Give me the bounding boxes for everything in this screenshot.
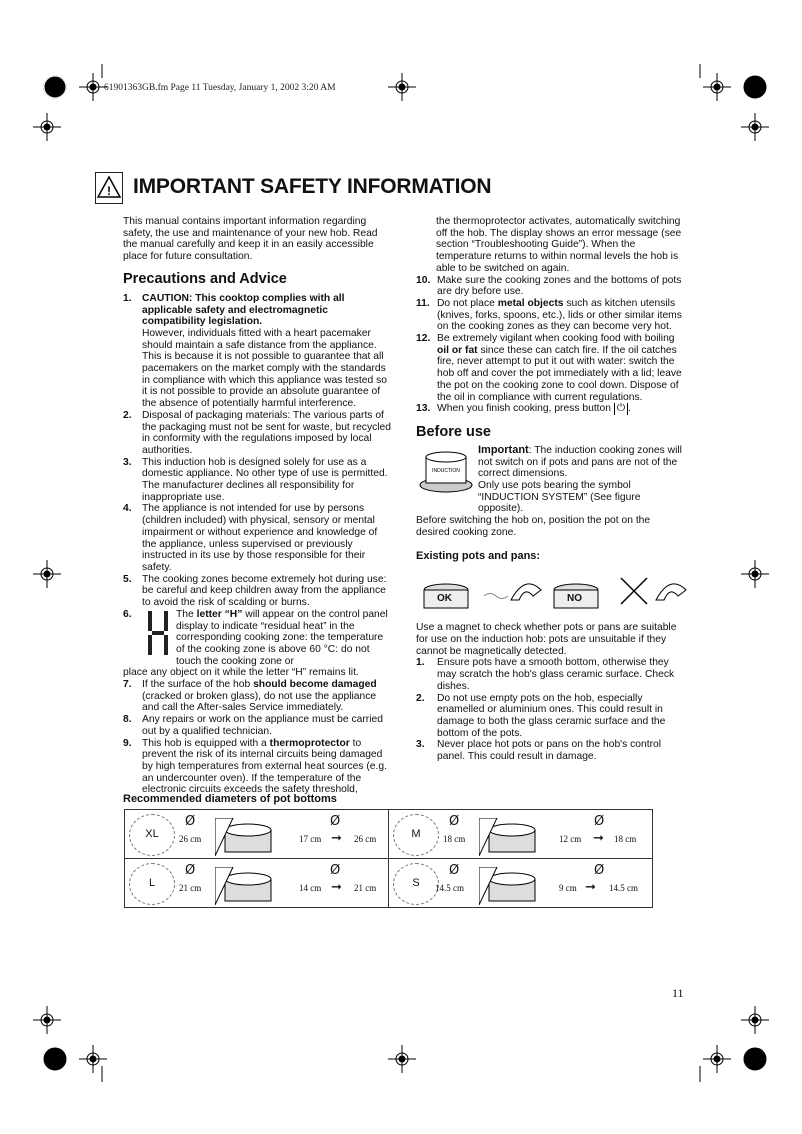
list-item: 2. Disposal of packaging materials: The various parts of the packaging must not be sent for waste, but recycled in conformity with the regulations imposed by local authorities. [123, 409, 391, 456]
page-number: 11 [672, 986, 684, 1000]
pot-icon [479, 867, 549, 905]
page-title: IMPORTANT SAFETY INFORMATION [133, 175, 492, 198]
warning-manual-icon [95, 172, 123, 204]
table-cell-xl: XL Ø 26 cm Ø 17 cm ➞ 26 cm [125, 810, 389, 859]
list-item-continued: place any object on it while the letter “H” remains lit. [123, 667, 359, 679]
list-item: 3. Never place hot pots or pans on the hob's control panel. This could result in damage. [416, 739, 662, 763]
precautions-list-continued [416, 275, 686, 415]
right-column [416, 216, 686, 763]
list-item: 7. If the surface of the hob should become damaged (cracked or broken glass), do not use the appliance and call the After-sales Service immediately. [123, 679, 377, 714]
svg-text:!: ! [107, 184, 111, 198]
list-item: 11. Do not place metal objects such as kitchen utensils (knives, forks, spoons, etc.), lids or other similar items on the cooking zones as they can become very hot. [416, 297, 682, 333]
list-item: 2. Do not use empty pots on the hob, especially enamelled or aluminium ones. This could result in damage to both the glass ceramic surface and the bottom of the pots. [416, 692, 666, 739]
list-item: 13. When you finish cooking, press button ⏻ . [416, 403, 631, 415]
table-cell-m: M Ø 18 cm Ø 12 cm ➞ 18 cm [389, 810, 653, 859]
list-item: 9. This hob is equipped with a thermoprotector to prevent the risk of its internal circuits being damaged by high temperatures from external heat sources (e.g. an undercounter oven). If the temperature of the electronic circuits exceeds the safety threshold, [123, 737, 387, 796]
magnet-test-figure [416, 570, 686, 620]
list-item: 10. Make sure the cooking zones and the bottoms of pots are dry before use. [416, 274, 682, 298]
important-note: INDUCTION Important: The induction cooking zones will not switch on if pots and pans are not of the correct dimensions. Only use pots bearing the symbol “INDUCTION SYSTEM” (See figure opposite). [416, 445, 686, 515]
before-use-text: Before switching the hob on, position the pot on the desired cooking zone. [416, 515, 651, 538]
list-item: 5. The cooking zones become extremely hot during use: be careful and keep children away from the appliance to avoid the risk of scalding or burns. [123, 573, 387, 609]
list-item: 1. CAUTION: This cooktop complies with all applicable safety and electromagnetic compatibility legislation. However, individuals fitted with a heart pacemaker should maintain a safe distance from the appliance. This is because it is not possible to guarantee that all pacemakers on the market comply with the standards in compliance with which this appliance was tested so it is not possible to provide an absolute guarantee of the absence of potentially harmful interference. [123, 292, 387, 410]
existing-list [416, 657, 686, 762]
induction-pot-icon [416, 445, 478, 497]
power-button-icon: ⏻ [614, 403, 628, 415]
existing-pots-heading: Existing pots and pans: [416, 549, 541, 562]
ok-label: OK [437, 593, 452, 605]
file-header: 61901363GB.fm Page 11 Tuesday, January 1, 2002 3:20 AM [104, 83, 336, 93]
list-item: 1. Ensure pots have a smooth bottom, otherwise they may scratch the hob's glass ceramic surface. Check dishes. [416, 657, 675, 692]
recommended-title: Recommended diameters of pot bottoms [123, 793, 337, 805]
zone-icon: S [393, 863, 439, 905]
zone-icon: L [129, 863, 175, 905]
pot-icon [215, 867, 285, 905]
list-item: 8. Any repairs or work on the appliance must be carried out by a qualified technician. [123, 714, 383, 737]
left-column [123, 216, 391, 796]
pot-diameter-table [124, 809, 653, 908]
svg-text:INDUCTION: INDUCTION [432, 467, 460, 474]
existing-text: Use a magnet to check whether pots or pans are suitable for use on the induction hob: pots are unsuitable if they cannot be magnetically detected. [416, 622, 677, 657]
zone-icon: M [393, 814, 439, 856]
zone-icon: XL [129, 814, 175, 856]
precautions-list [123, 293, 391, 796]
before-use-heading: Before use [416, 423, 491, 440]
list-item: 6. The letter “H” will appear on the control panel display to indicate “residual heat” in the corresponding cooking zone: the temperature of the cooking zone is above 60 °C: do not touch the cooking zone or [123, 608, 388, 667]
no-label: NO [567, 593, 582, 605]
residual-heat-h-icon [142, 609, 176, 659]
precautions-heading: Precautions and Advice [123, 270, 287, 287]
pot-icon [479, 818, 549, 856]
intro-text: This manual contains important information regarding safety, the use and maintenance of your new hob. Read the manual carefully and keep it in an easily accessible place for future consultation. [123, 216, 378, 263]
table-cell-s: S Ø 14.5 cm Ø 9 cm ➞ 14.5 cm [389, 859, 653, 908]
list-item: 3. This induction hob is designed solely for use as a domestic appliance. No other type of use is permitted. The manufacturer declines all responsibility for inappropriate use. [123, 456, 388, 503]
list-item: 4. The appliance is not intended for use by persons (children included) with physical, sensory or mental impairment or without experience and knowledge of the appliance, unless supervised or previously instructed in its use by those responsible for their safety. [123, 503, 378, 573]
pot-icon [215, 818, 285, 856]
list-item: 12. Be extremely vigilant when cooking food with boiling oil or fat since these can catch fire. If the oil catches fire, never attempt to put it out with water: switch the hob off and cover the pot immediately with a lid; leave the pot on the cooking zone to cool down. Dispose of the oil in compliance with current regulations. [416, 333, 682, 403]
table-cell-l: L Ø 21 cm Ø 14 cm ➞ 21 cm [125, 859, 389, 908]
title-block [95, 172, 515, 206]
item-9-continued: the thermoprotector activates, automatically switching off the hob. The display shows an error message (see section “Troubleshooting Guide”). When the temperature returns to within normal levels the hob is able to be switched on again. [436, 216, 682, 274]
